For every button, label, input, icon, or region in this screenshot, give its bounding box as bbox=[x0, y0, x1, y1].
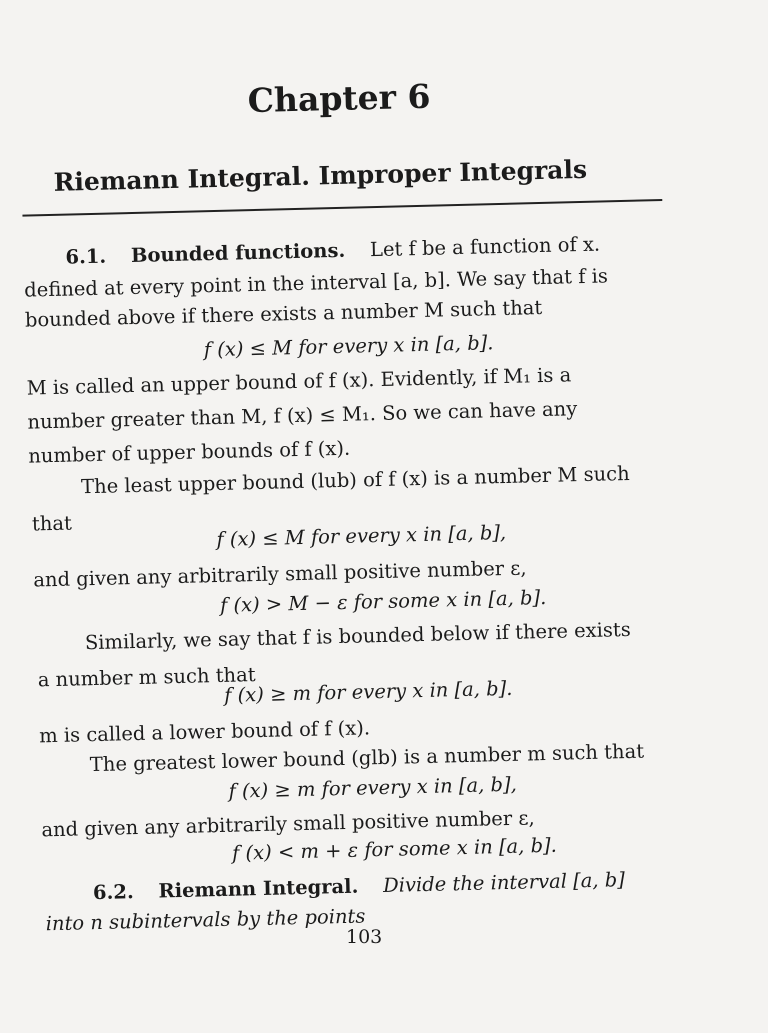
text-line: that bbox=[31, 511, 73, 536]
title-rule bbox=[22, 199, 662, 217]
page-number: 103 bbox=[346, 926, 383, 948]
text-line: number greater than M, f (x) ≤ M₁. So we can have any bbox=[27, 397, 578, 434]
section-number: 6.1. bbox=[65, 244, 107, 269]
text-line: number of upper bounds of f (x). bbox=[28, 436, 351, 468]
equation: f (x) ≥ m for every x in [a, b], bbox=[228, 772, 518, 803]
section-heading: Bounded functions. bbox=[130, 238, 346, 268]
text-line: M is called an upper bound of f (x). Evidently, if M₁ is a bbox=[26, 363, 572, 400]
text-line: into n subintervals by the points bbox=[45, 904, 366, 936]
equation: f (x) < m + ε for some x in [a, b]. bbox=[231, 833, 558, 865]
section-number: 6.2. bbox=[92, 880, 135, 905]
equation: f (x) ≤ M for every x in [a, b], bbox=[216, 520, 507, 551]
chapter-title: Riemann Integral. Improper Integrals bbox=[53, 154, 588, 197]
text-line: bounded above if there exists a number M such that bbox=[24, 295, 543, 332]
text-line: Similarly, we say that f is bounded below if there exists bbox=[84, 617, 631, 655]
text-line: defined at every point in the interval [a, b]. We say that f is bbox=[23, 264, 609, 302]
section-heading: Riemann Integral. bbox=[158, 874, 359, 903]
text-line: m is called a lower bound of f (x). bbox=[38, 716, 371, 748]
text-line: The least upper bound (lub) of f (x) is a number M such bbox=[80, 461, 630, 499]
text-line: a number m such that bbox=[37, 663, 256, 692]
text-line: Let f be a function of x. bbox=[369, 232, 601, 262]
chapter-label: Chapter 6 bbox=[247, 76, 431, 121]
equation: f (x) > M − ε for some x in [a, b]. bbox=[219, 585, 547, 617]
text-line: and given any arbitrarily small positive number ε, bbox=[33, 556, 527, 592]
section-6-2-heading-line bbox=[93, 868, 625, 904]
text-line: and given any arbitrarily small positive number ε, bbox=[41, 806, 535, 842]
text-line: The greatest lower bound (glb) is a number m such that bbox=[89, 739, 645, 777]
equation: f (x) ≥ m for every x in [a, b]. bbox=[223, 676, 513, 707]
equation: f (x) ≤ M for every x in [a, b]. bbox=[203, 331, 494, 362]
text-line: Divide the interval [a, b] bbox=[382, 868, 626, 898]
section-6-1-heading-line bbox=[65, 233, 600, 269]
